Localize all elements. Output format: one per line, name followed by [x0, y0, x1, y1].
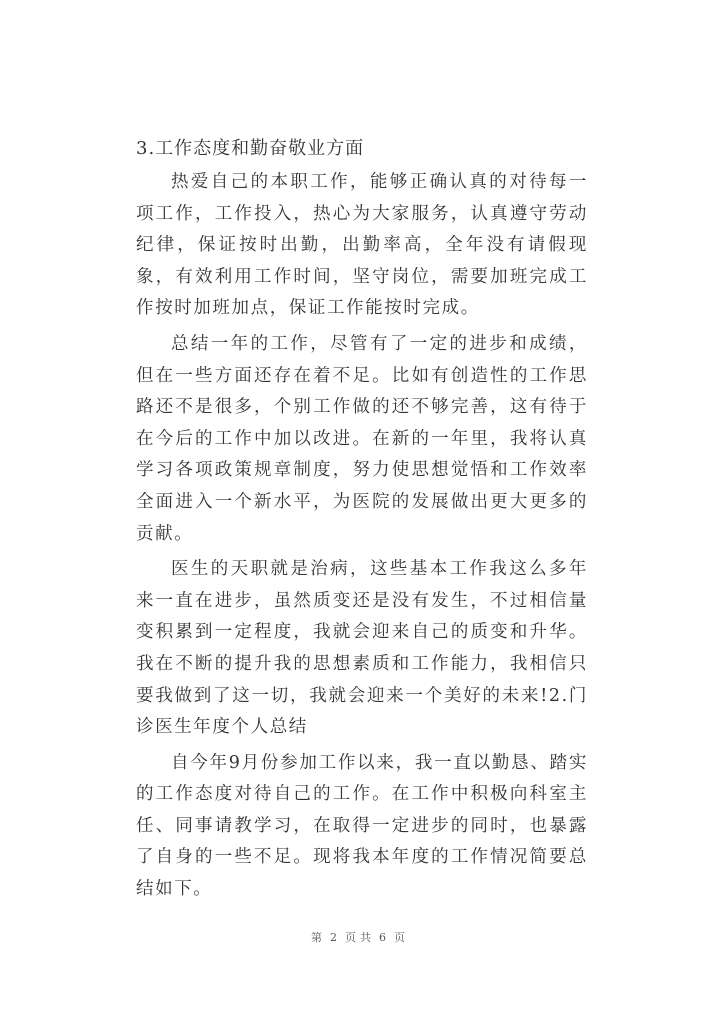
- footer-current-page: 2: [330, 931, 341, 944]
- footer-middle: 页共: [345, 931, 375, 944]
- paragraph-doctor-duty: 医生的天职就是治病，这些基本工作我这么多年来一直在进步，虽然质变还是没有发生，不过相信量变积累到一定程度，我就会迎来自己的质变和升华。我在不断的提升我的思想素质和工作能力，我相信只要我做到了这一切，我就会迎来一个美好的未来!2.门诊医生年度个人总结: [136, 559, 588, 738]
- document-body: [136, 133, 588, 906]
- page-footer: [0, 929, 720, 945]
- footer-prefix: 第: [311, 931, 326, 944]
- paragraph-work-attitude: 热爱自己的本职工作，能够正确认真的对待每一项工作，工作投入，热心为大家服务，认真遵守劳动纪律，保证按时出勤，出勤率高，全年没有请假现象，有效利用工作时间，坚守岗位，需要加班完成工作按时加班加点，保证工作能按时完成。: [136, 172, 588, 319]
- footer-suffix: 页: [394, 931, 409, 944]
- footer-total-pages: 6: [379, 931, 390, 944]
- paragraph-outpatient-summary: 自今年9月份参加工作以来，我一直以勤恳、踏实的工作态度对待自己的工作。在工作中积极向科室主任、同事请教学习，在取得一定进步的同时，也暴露了自身的一些不足。现将我本年度的工作情况简要总结如下。: [136, 752, 588, 900]
- section-heading: 3.工作态度和勤奋敬业方面: [136, 138, 365, 159]
- paragraph-year-summary: 总结一年的工作，尽管有了一定的进步和成绩，但在一些方面还存在着不足。比如有创造性的工作思路还不是很多，个别工作做的还不够完善，这有待于在今后的工作中加以改进。在新的一年里，我将认真学习各项政策规章制度，努力使思想觉悟和工作效率全面进入一个新水平，为医院的发展做出更大更多的贡献。: [136, 333, 588, 544]
